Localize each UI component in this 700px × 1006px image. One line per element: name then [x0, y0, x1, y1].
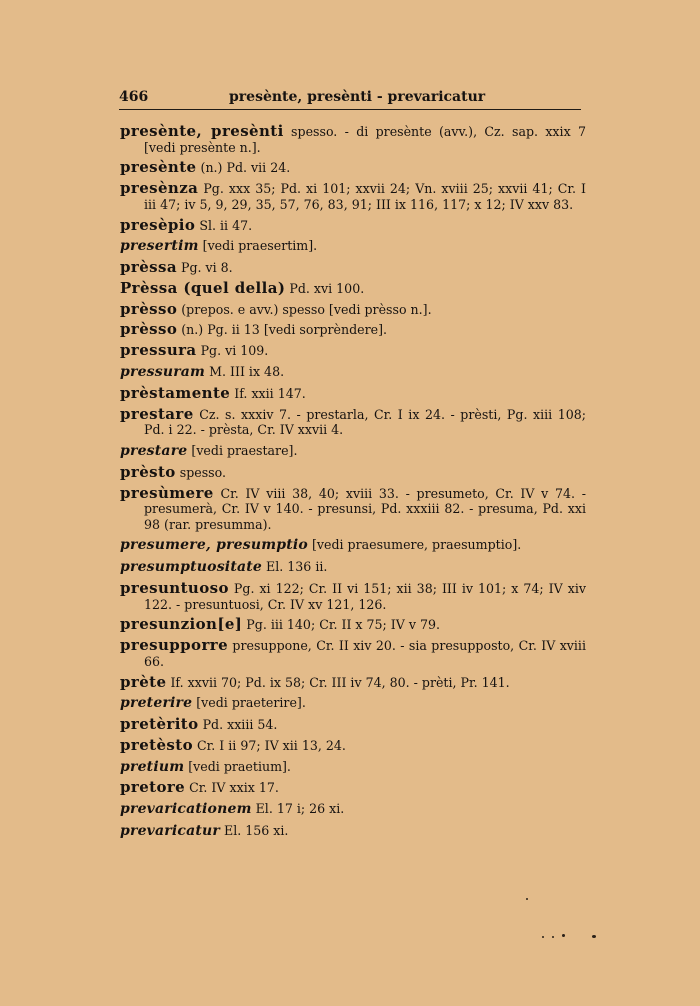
- running-title: presènte, presènti - prevaricatur: [229, 89, 486, 105]
- entry-text: Pd. xxiii 54.: [202, 717, 278, 733]
- entry: [120, 717, 586, 733]
- ink-speck: [526, 898, 528, 900]
- entry-headword: presertim: [120, 238, 199, 255]
- entry-text: [vedi praesertim].: [202, 238, 318, 254]
- entry-text: Pg. iii 140; Cr. II x 75; IV v 79.: [246, 617, 441, 633]
- entry: [120, 383, 586, 402]
- entry: [120, 638, 586, 669]
- entry: [120, 124, 586, 155]
- entry-headword: presuntuoso: [120, 579, 229, 598]
- entry-headword: presènza: [120, 179, 199, 198]
- entry-headword: prevaricatur: [120, 823, 220, 840]
- entry-headword: prestare: [120, 404, 194, 423]
- running-header: [119, 88, 581, 110]
- entry-text: M. III ix 48.: [209, 364, 285, 379]
- entry-text: Pg. xxx 35; Pd. xi 101; xxvii 24; Vn. xviii 25; xxvii 41; Cr. I iii 47; iv 5, 9, 29, 35, 57, 76, 83, 91; III ix 116, 117; x 12; IV xxv 83.: [144, 181, 586, 212]
- entry-text: Cz. s. xxxiv 7. - prestarla, Cr. I ix 24. - prèsti, Pg. xiii 108; Pd. i 22. - prèsta, Cr. IV xxvii 4.: [144, 406, 586, 438]
- entry-text: If. xxii 147.: [234, 385, 306, 401]
- entry: [120, 238, 586, 255]
- entry: [120, 780, 586, 796]
- entry-text: El. 17 i; 26 xi.: [255, 801, 345, 817]
- entry-text: El. 136 ii.: [266, 559, 328, 575]
- entry: [120, 823, 586, 840]
- entry-headword: prevaricationem: [120, 801, 252, 818]
- entry-text: Pg. vi 8.: [180, 260, 233, 276]
- ink-speck: [562, 934, 565, 937]
- entry-headword: prète: [120, 672, 167, 691]
- entry: [120, 759, 586, 776]
- entry-headword: pretèsto: [120, 735, 193, 754]
- entry: [120, 322, 586, 338]
- entry-text: Cr. I ii 97; IV xii 13, 24.: [197, 737, 346, 753]
- entry-text: Cr. IV viii 38, 40; xviii 33. - presumeto, Cr. IV v 74. - presumerà, Cr. IV v 140. - presunsi, Pd. xxxiii 82. - presuma, Pd. xxi 98 (rar. presumma).: [144, 485, 586, 532]
- entry: [120, 299, 586, 318]
- entry: [120, 617, 586, 633]
- entry: [120, 462, 586, 481]
- page-number: 466: [119, 89, 149, 105]
- entry-headword: presèpio: [120, 215, 196, 234]
- entry-headword: pressuram: [120, 364, 206, 380]
- ink-speck: [552, 936, 554, 938]
- print-specks: [520, 890, 610, 950]
- entry-headword: Prèssa (quel della): [120, 278, 286, 297]
- entry-headword: prèsso: [120, 320, 178, 339]
- entry-headword: prèsto: [120, 462, 176, 481]
- entry-text: Pd. xvi 100.: [289, 280, 365, 296]
- entry-text: Cr. IV xxix 17.: [189, 780, 279, 796]
- entry-list: [120, 124, 586, 845]
- entry-text: presuppone, Cr. II xiv 20. - sia presupposto, Cr. IV xviii 66.: [144, 638, 586, 669]
- entry: [120, 735, 586, 754]
- entry-headword: presùmere: [120, 483, 214, 502]
- entry: [120, 260, 586, 276]
- entry-text: [vedi praestare].: [191, 442, 298, 458]
- entry: [120, 695, 586, 712]
- entry: [120, 364, 586, 381]
- entry: [120, 160, 586, 176]
- entry-text: [vedi praetium].: [188, 758, 291, 774]
- entry-text: Sl. ii 47.: [199, 217, 253, 233]
- entry-text: (n.) Pg. ii 13 [vedi sorprèndere].: [181, 322, 388, 338]
- entry-text: spesso. - di presènte (avv.), Cz. sap. xxix 7 [vedi presènte n.].: [144, 124, 586, 155]
- entry: [120, 559, 586, 576]
- entry-headword: presupporre: [120, 636, 229, 655]
- entry-text: El. 156 xi.: [224, 823, 289, 839]
- entry-text: (n.) Pd. vii 24.: [200, 160, 291, 176]
- entry-headword: prèsso: [120, 299, 178, 318]
- entry: [120, 672, 586, 691]
- entry: [120, 537, 586, 554]
- entry-headword: pretèrito: [120, 715, 199, 734]
- entry-headword: preterire: [120, 695, 193, 712]
- entry: [120, 343, 586, 359]
- entry: [120, 443, 586, 460]
- entry-headword: prèstamente: [120, 383, 231, 402]
- entry-headword: presènte: [120, 158, 197, 177]
- ink-speck: [542, 936, 544, 938]
- entry-text: If. xxvii 70; Pd. ix 58; Cr. III iv 74, 80. - prèti, Pr. 141.: [170, 674, 510, 690]
- entry-text: [vedi praesumere, praesumptio].: [311, 537, 522, 553]
- entry: [120, 581, 586, 612]
- entry-headword: prestare: [120, 442, 188, 459]
- entry-text: Pg. vi 109.: [200, 343, 269, 359]
- entry-text: spesso.: [179, 464, 227, 480]
- entry-headword: pretium: [120, 758, 185, 775]
- entry-headword: pressura: [120, 341, 197, 360]
- entry: [120, 215, 586, 234]
- entry-headword: presumptuositate: [120, 559, 263, 576]
- entry-headword: pretore: [120, 778, 186, 797]
- entry: [120, 483, 586, 533]
- entry: [120, 181, 586, 212]
- entry-text: Pg. xi 122; Cr. II vi 151; xii 38; III iv 101; x 74; IV xiv 122. - presuntuosi, Cr. IV xv 121, 126.: [144, 581, 586, 612]
- entry-text: (prepos. e avv.) spesso [vedi prèsso n.].: [181, 301, 432, 317]
- entry-headword: presumere, presumptio: [120, 537, 308, 554]
- entry: [120, 801, 586, 818]
- ink-speck: [592, 935, 596, 938]
- entry-headword: presunzion[e]: [120, 615, 243, 634]
- entry-headword: prèssa: [120, 258, 177, 277]
- entry: [120, 404, 586, 438]
- entry: [120, 278, 586, 297]
- entry-headword: presènte, presènti: [120, 122, 284, 140]
- entry-text: [vedi praeterire].: [196, 695, 306, 711]
